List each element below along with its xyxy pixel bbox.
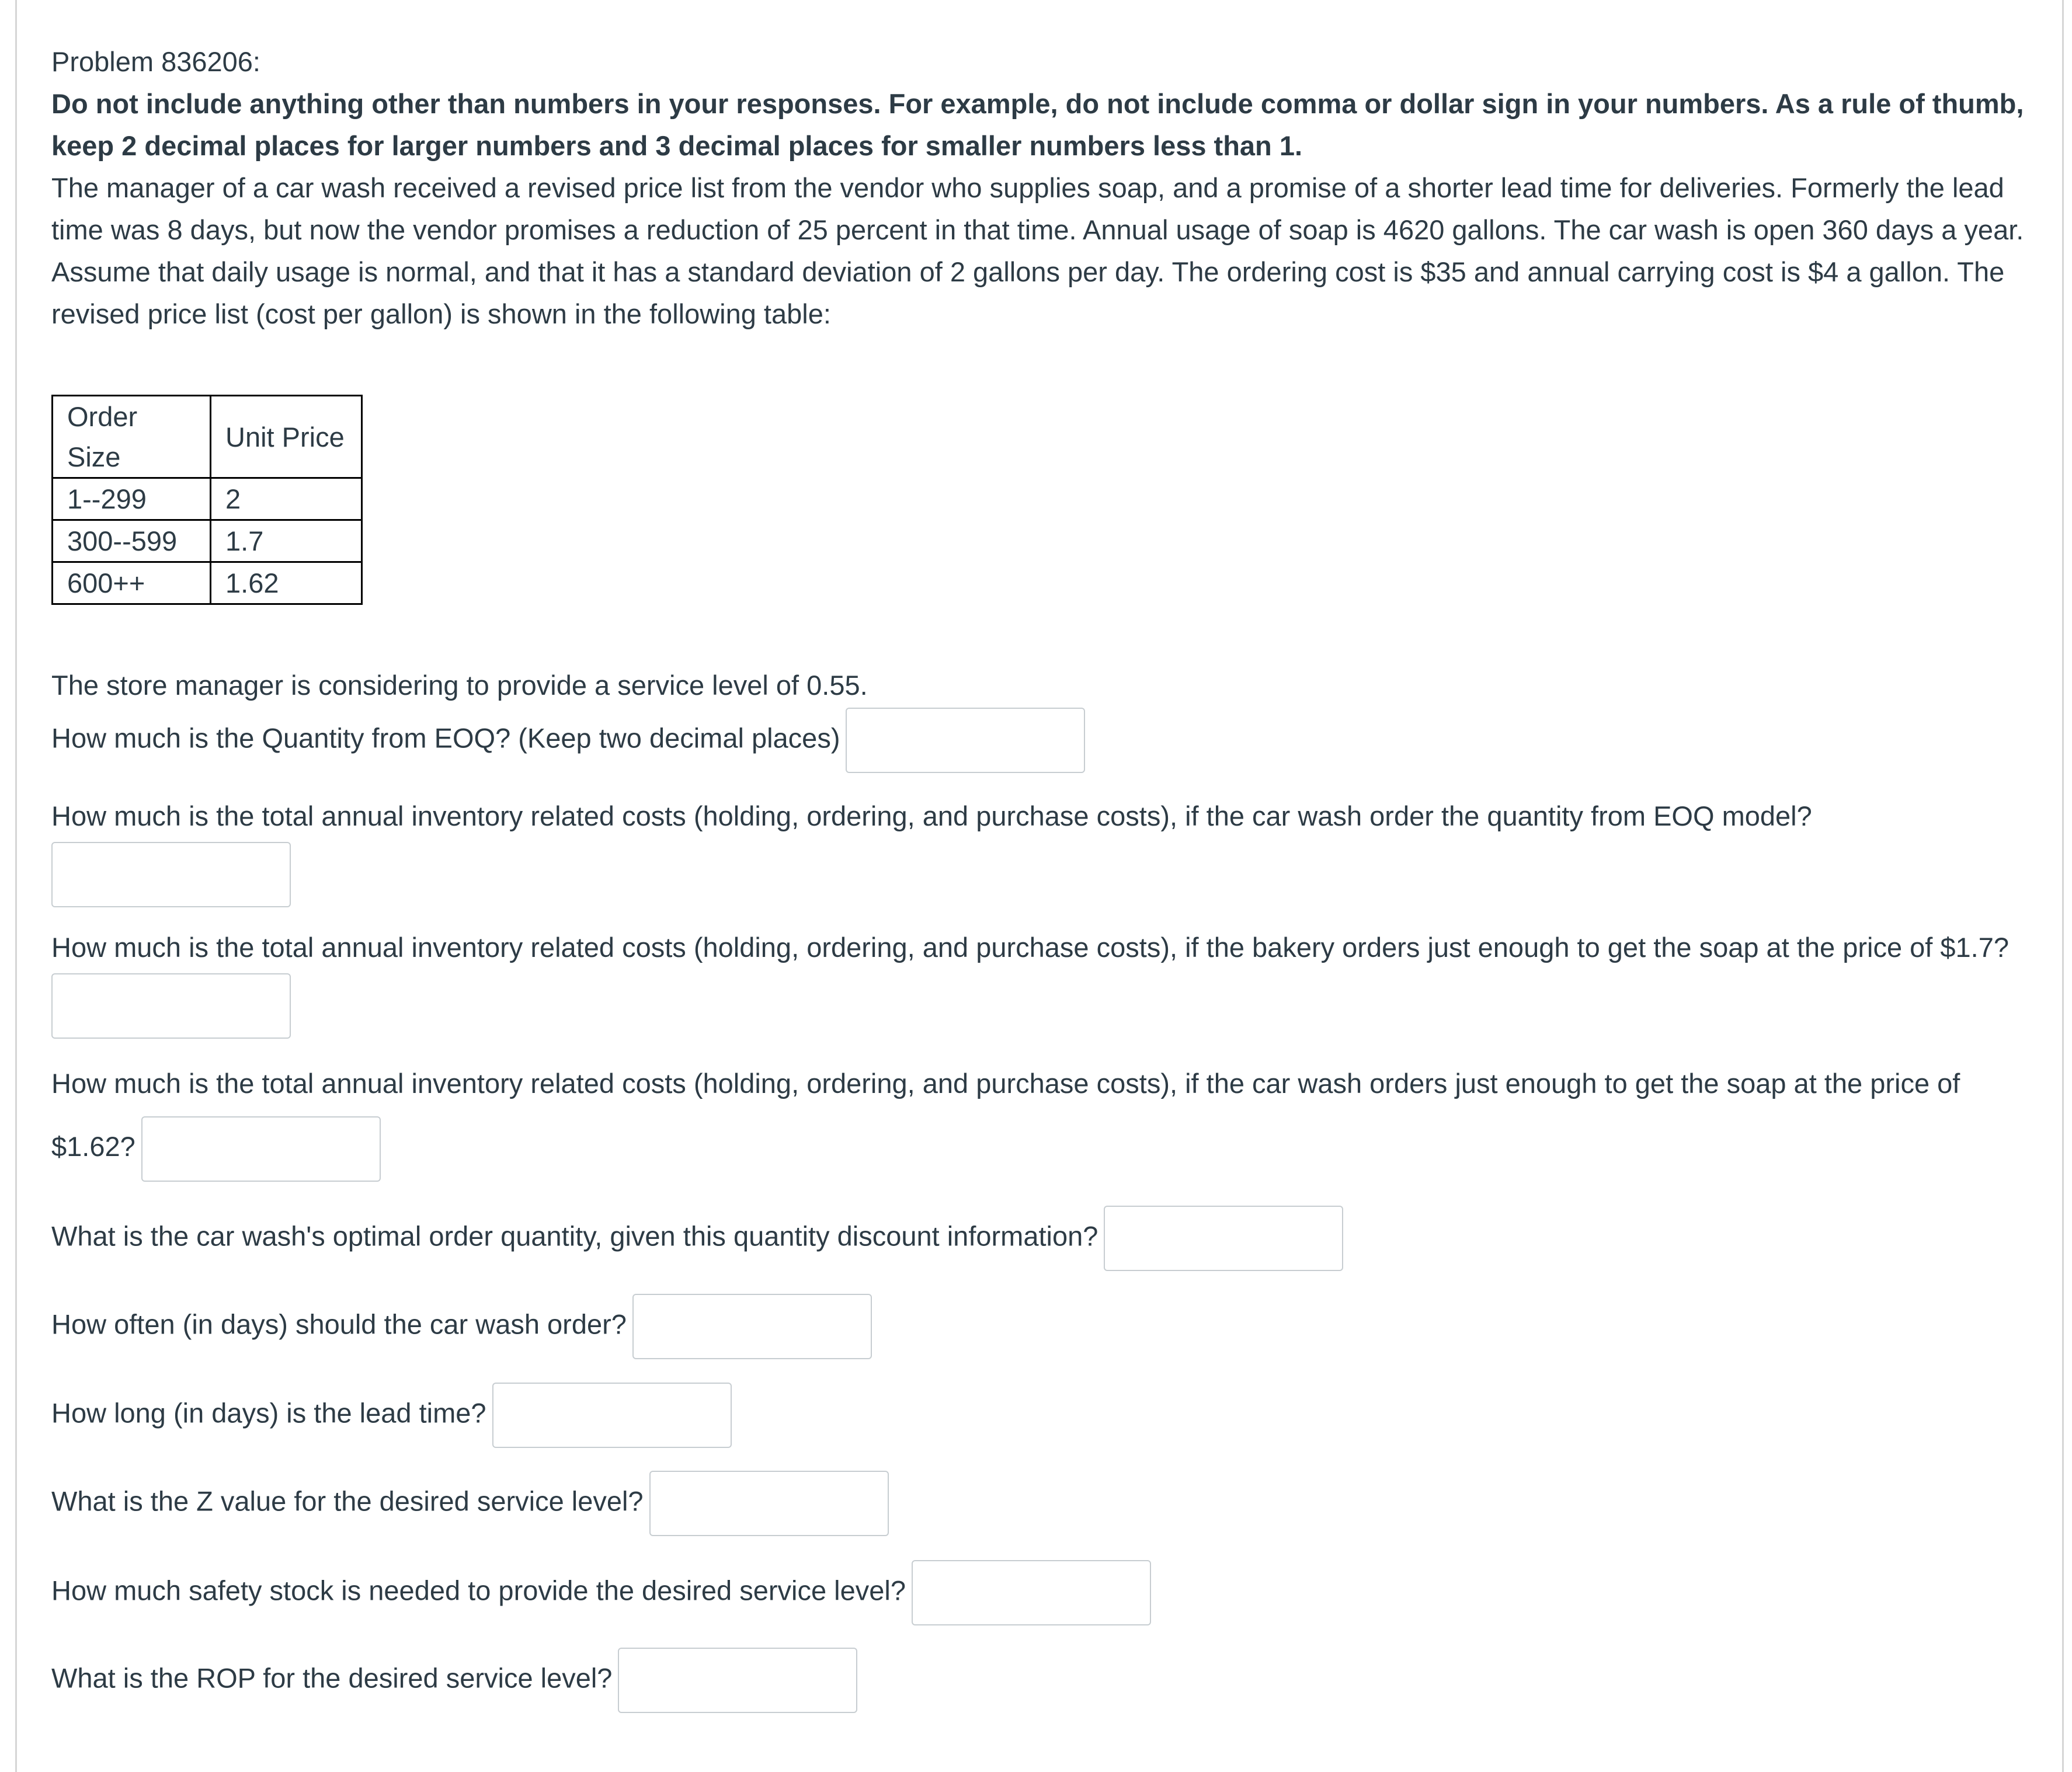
question-5-text: What is the car wash's optimal order quantity, given this quantity discount information? — [51, 1220, 1098, 1252]
question-2-text: How much is the total annual inventory related costs (holding, ordering, and purchase costs), if the car wash order the quantity from EOQ model? — [51, 800, 1812, 831]
answer-input-eoq[interactable] — [846, 708, 1085, 773]
question-4-text: How much is the total annual inventory related costs (holding, ordering, and purchase costs), if the car wash orders just enough to get the soap at the price of $1.62? — [51, 1068, 1960, 1162]
answer-input-optimal-quantity[interactable] — [1104, 1206, 1343, 1271]
answer-input-cost-at-1-62[interactable] — [141, 1116, 381, 1182]
problem-header: Problem 836206: — [51, 46, 260, 77]
price-table-header-order-size: Order Size — [53, 396, 211, 478]
question-6-text: How often (in days) should the car wash order? — [51, 1308, 627, 1340]
question-3-text: How much is the total annual inventory related costs (holding, ordering, and purchase costs), if the bakery orders just enough to get the soap at the price of $1.7? — [51, 932, 2010, 963]
price-table-row — [53, 478, 362, 520]
question-2 — [51, 795, 2049, 907]
problem-instructions: Do not include anything other than numbers in your responses. For example, do not include comma or dollar sign in your numbers. As a rule of thumb, keep 2 decimal places for larger numbers and 3 decimal places for smaller numbers less than 1. — [51, 88, 2024, 161]
price-table-header-row — [53, 396, 362, 478]
answer-input-order-frequency[interactable] — [632, 1294, 872, 1359]
price-table-cell: 2 — [211, 478, 362, 520]
question-9-text: How much safety stock is needed to provide the desired service level? — [51, 1575, 906, 1606]
price-table-cell: 300--599 — [53, 520, 211, 562]
answer-input-rop[interactable] — [618, 1648, 857, 1713]
question-8 — [51, 1471, 889, 1536]
price-table — [51, 395, 363, 605]
price-table-cell: 1.7 — [211, 520, 362, 562]
question-6 — [51, 1294, 872, 1359]
answer-input-z-value[interactable] — [649, 1471, 889, 1536]
answer-input-lead-time[interactable] — [492, 1383, 732, 1448]
question-3 — [51, 927, 2049, 1039]
question-4 — [51, 1052, 2037, 1182]
price-table-header-unit-price: Unit Price — [211, 396, 362, 478]
price-table-cell: 1.62 — [211, 562, 362, 604]
answer-input-eoq-total-cost[interactable] — [51, 842, 291, 907]
question-8-text: What is the Z value for the desired service level? — [51, 1485, 644, 1517]
service-level-text: The store manager is considering to provide a service level of 0.55. — [51, 670, 868, 701]
question-content — [51, 41, 2037, 605]
question-7-text: How long (in days) is the lead time? — [51, 1397, 486, 1429]
question-5 — [51, 1206, 1343, 1271]
price-table-row — [53, 562, 362, 604]
question-1-text: How much is the Quantity from EOQ? (Keep two decimal places) — [51, 722, 840, 754]
problem-description: The manager of a car wash received a revised price list from the vendor who supplies soap, and a promise of a shorter lead time for deliveries. Formerly the lead time was 8 days, but now the vendor promises a reduction of 25 percent in that time. Annual usage of soap is 4620 gallons. The car wash is open 360 days a year. Assume that daily usage is normal, and that it has a standard deviation of 2 gallons per day. The ordering cost is $35 and annual carrying cost is $4 a gallon. The revised price list (cost per gallon) is shown in the following table: — [51, 172, 2024, 329]
price-table-row — [53, 520, 362, 562]
question-9 — [51, 1560, 1151, 1625]
question-7 — [51, 1383, 732, 1448]
question-10-text: What is the ROP for the desired service level? — [51, 1662, 613, 1694]
price-table-cell: 1--299 — [53, 478, 211, 520]
question-10 — [51, 1648, 857, 1713]
question-1 — [51, 708, 1085, 773]
price-table-cell: 600++ — [53, 562, 211, 604]
answer-input-safety-stock[interactable] — [912, 1560, 1151, 1625]
answer-input-cost-at-1-7[interactable] — [51, 973, 291, 1039]
